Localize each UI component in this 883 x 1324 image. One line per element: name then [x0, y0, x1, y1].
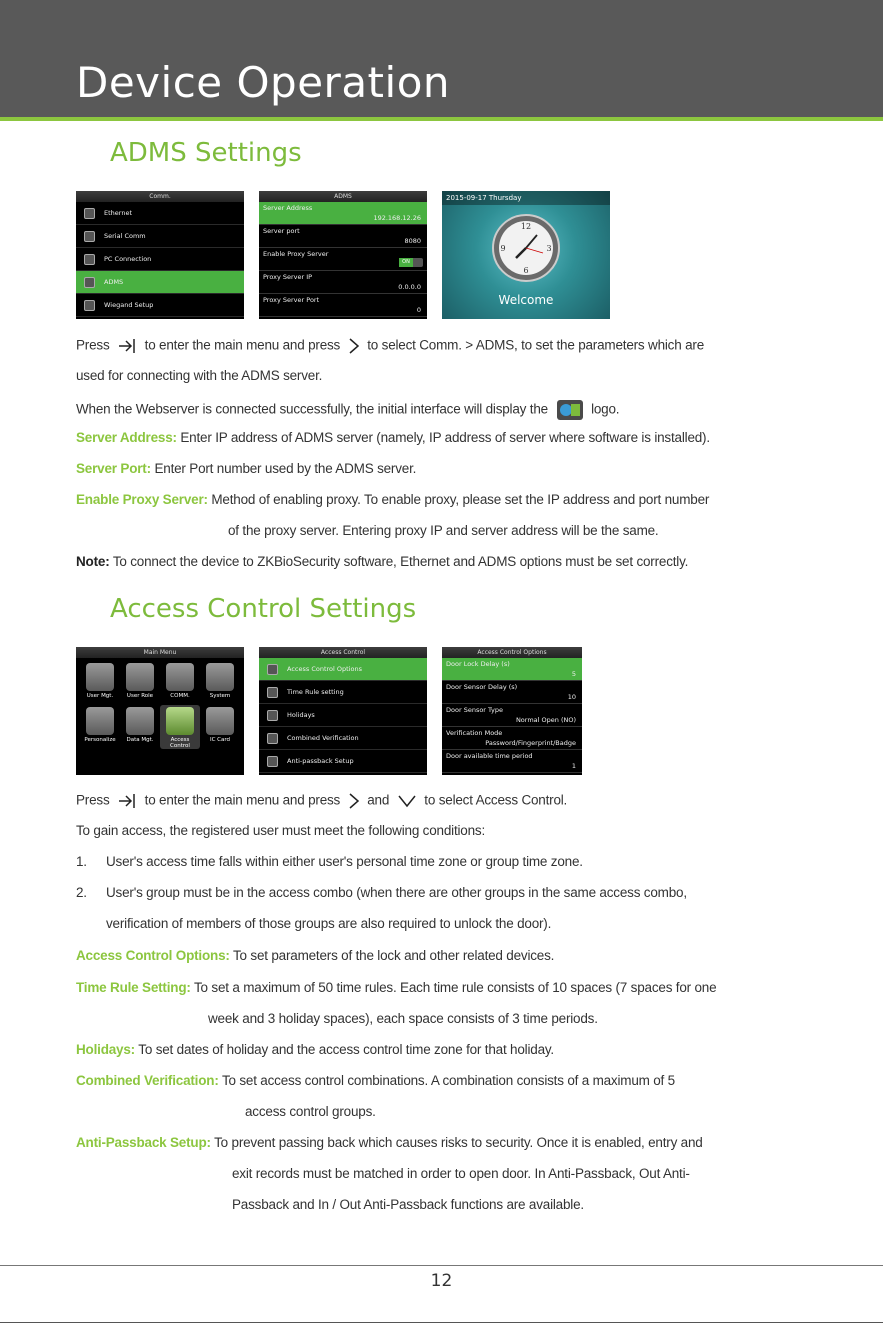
ethernet-icon — [84, 208, 95, 219]
list-number: 1. — [76, 854, 87, 869]
menu-item — [259, 681, 427, 704]
setting-value: 8080 — [404, 237, 421, 245]
comm-menu-screen — [76, 191, 244, 319]
holidays-text: To set dates of holiday and the access control time zone for that holiday. — [138, 1042, 554, 1057]
aps-line2: exit records must be matched in order to open door. In Anti-Passback, Out Anti- — [232, 1166, 690, 1181]
menu-item-label: Wiegand Setup — [104, 301, 154, 309]
menu-item-label: Ethernet — [104, 209, 132, 217]
data-mgt-icon — [126, 707, 154, 735]
options-icon — [267, 664, 278, 675]
proxy-line1 — [76, 492, 709, 507]
menu-item — [76, 294, 244, 317]
menu-tile — [200, 705, 240, 749]
screen-title: ADMS — [259, 191, 427, 202]
trs-label: Time Rule Setting: — [76, 980, 191, 995]
menu-item-label: PC Connection — [104, 255, 152, 263]
setting-row — [442, 704, 582, 727]
page-number: 12 — [430, 1271, 453, 1291]
adms-instruction-line1 — [76, 337, 704, 355]
menu-tile — [80, 705, 120, 749]
server-address-text: Enter IP address of ADMS server (namely, IP address of server where software is installed). — [180, 430, 710, 445]
clock-icon — [491, 213, 561, 283]
setting-value: Password/Fingerprint/Badge — [485, 739, 576, 747]
server-port-text: Enter Port number used by the ADMS server. — [154, 461, 417, 476]
wiegand-icon — [84, 300, 95, 311]
setting-row — [259, 271, 427, 294]
tile-label: COMM. — [170, 693, 190, 699]
screen-title: Access Control — [259, 647, 427, 658]
setting-label: Door available time period — [446, 752, 533, 760]
setting-value: 1 — [571, 762, 576, 770]
conditions-intro: To gain access, the registered user must meet the following conditions: — [76, 823, 486, 838]
setting-value: 10 — [567, 693, 576, 701]
screen-title: Main Menu — [76, 647, 244, 658]
setting-label: Enable Proxy Server — [263, 250, 329, 258]
tile-label: Data Mgt. — [126, 737, 154, 743]
aps-label: Anti-Passback Setup: — [76, 1135, 211, 1150]
main-menu-screen — [76, 647, 244, 775]
access-section-title: Access Control Settings — [110, 594, 417, 624]
menu-item-selected — [76, 271, 244, 294]
menu-item — [76, 225, 244, 248]
condition-text-2b: verification of members of those groups are also required to unlock the door). — [106, 916, 552, 931]
webserver-text: logo. — [591, 401, 620, 417]
condition-item-2 — [76, 885, 87, 900]
chevron-right-icon — [348, 337, 360, 355]
press-text: Press — [76, 337, 110, 353]
setting-label: Verification Mode — [446, 729, 503, 737]
tile-label: User Role — [126, 693, 154, 699]
svg-text:6: 6 — [523, 266, 529, 275]
menu-item-label: Combined Verification — [287, 734, 359, 742]
datetime-label: 2015-09-17 Thursday — [446, 194, 522, 202]
menu-tile-selected — [160, 705, 200, 749]
aps-line3: Passback and In / Out Anti-Passback functions are available. — [232, 1197, 584, 1212]
system-gear-icon — [206, 663, 234, 691]
setting-row — [442, 727, 582, 750]
cv-label: Combined Verification: — [76, 1073, 219, 1088]
access-control-screen — [259, 647, 427, 775]
menu-item-label: Anti-passback Setup — [287, 757, 354, 765]
chevron-down-icon — [397, 794, 417, 808]
menu-item — [76, 248, 244, 271]
menu-item — [259, 704, 427, 727]
setting-row — [259, 294, 427, 317]
server-port-label: Server Port: — [76, 461, 151, 476]
instruction-text: to enter the main menu and press — [144, 792, 341, 808]
press-text: Press — [76, 792, 110, 808]
cv-line1 — [76, 1073, 675, 1088]
access-control-icon — [166, 707, 194, 735]
webserver-text: When the Webserver is connected successfully, the initial interface will display the — [76, 401, 548, 417]
aco-label: Access Control Options: — [76, 948, 230, 963]
setting-row — [259, 248, 427, 271]
personalize-icon — [86, 707, 114, 735]
access-control-options-screen — [442, 647, 582, 775]
adms-instruction-line2: used for connecting with the ADMS server. — [76, 368, 323, 383]
setting-row — [442, 750, 582, 773]
tile-label: System — [209, 693, 231, 699]
menu-tile — [120, 705, 160, 749]
aco-text: To set parameters of the lock and other related devices. — [232, 948, 555, 963]
setting-label: Proxy Server Port — [263, 296, 320, 304]
menu-item-label: Access Control Options — [287, 665, 362, 673]
adms-logo-icon — [556, 399, 584, 421]
note-text: To connect the device to ZKBioSecurity software, Ethernet and ADMS options must be set correctly. — [112, 554, 689, 569]
note-label: Note: — [76, 554, 110, 569]
menu-tile — [160, 661, 200, 699]
svg-text:9: 9 — [500, 244, 506, 253]
setting-row — [259, 225, 427, 248]
footer-rule-bottom — [0, 1322, 883, 1323]
setting-label: Door Lock Delay (s) — [446, 660, 510, 668]
screen-title: Comm. — [76, 191, 244, 202]
menu-item — [76, 202, 244, 225]
cv-line2: access control groups. — [245, 1104, 376, 1119]
user-role-icon — [126, 663, 154, 691]
list-number: 2. — [76, 885, 87, 900]
trs-line2: week and 3 holiday spaces), each space consists of 3 time periods. — [208, 1011, 598, 1026]
setting-label: Door Sensor Type — [446, 706, 503, 714]
note-line — [76, 554, 688, 569]
proxy-label: Enable Proxy Server: — [76, 492, 208, 507]
trs-line1 — [76, 980, 716, 995]
aps-line1 — [76, 1135, 703, 1150]
tile-label: IC Card — [209, 737, 231, 743]
menu-item-selected — [259, 658, 427, 681]
holidays-label: Holidays: — [76, 1042, 135, 1057]
aps-text: To prevent passing back which causes risks to security. Once it is enabled, entry and — [214, 1135, 703, 1150]
menu-item — [259, 727, 427, 750]
proxy-toggle — [399, 258, 423, 267]
setting-value: 5 — [571, 670, 576, 678]
svg-text:12: 12 — [520, 222, 532, 231]
setting-value: 0 — [416, 306, 421, 314]
instruction-text: and — [367, 792, 390, 808]
menu-item-label: Holidays — [287, 711, 315, 719]
holidays-icon — [267, 710, 278, 721]
condition-text-2a: User's group must be in the access combo (when there are other groups in the same access combo, — [106, 885, 687, 900]
ic-card-icon — [206, 707, 234, 735]
menu-tile — [200, 661, 240, 699]
adms-webserver-line — [76, 399, 619, 421]
access-instruction-line — [76, 792, 567, 810]
instruction-text: to select Access Control. — [424, 792, 568, 808]
setting-value: Normal Open (NO) — [515, 716, 576, 724]
cv-text: To set access control combinations. A combination consists of a maximum of 5 — [221, 1073, 675, 1088]
setting-label: Proxy Server IP — [263, 273, 313, 281]
menu-item-label: Serial Comm — [104, 232, 146, 240]
welcome-text: Welcome — [498, 293, 554, 307]
condition-item-1 — [76, 854, 87, 869]
menu-item-label: ADMS — [104, 278, 124, 286]
setting-label: Server port — [263, 227, 300, 235]
setting-label: Server Address — [263, 204, 313, 212]
footer-rule — [0, 1265, 883, 1266]
toggle-label: ON — [399, 258, 413, 267]
menu-tile — [120, 661, 160, 699]
setting-row — [442, 681, 582, 704]
combined-verification-icon — [267, 733, 278, 744]
instruction-text: to enter the main menu and press — [144, 337, 341, 353]
time-rule-icon — [267, 687, 278, 698]
setting-value: 192.168.12.26 — [373, 214, 421, 222]
pc-connection-icon — [84, 254, 95, 265]
enter-arrow-icon — [117, 792, 137, 810]
server-address-line — [76, 430, 710, 445]
screen-title: Access Control Options — [442, 647, 582, 658]
page-header — [0, 0, 883, 117]
adms-icon — [84, 277, 95, 288]
tile-label: User Mgt. — [86, 693, 114, 699]
welcome-screen — [442, 191, 610, 319]
status-bar — [442, 191, 610, 205]
server-port-line — [76, 461, 416, 476]
setting-label: Door Sensor Delay (s) — [446, 683, 518, 691]
menu-tile — [80, 661, 120, 699]
instruction-text: to select Comm. > ADMS, to set the parameters which are — [367, 337, 704, 353]
user-mgt-icon — [86, 663, 114, 691]
chevron-right-icon — [348, 792, 360, 810]
comm-icon — [166, 663, 194, 691]
condition-text-1: User's access time falls within either user's personal time zone or group time zone. — [106, 854, 583, 869]
main-menu-grid — [80, 661, 240, 749]
page-title: Device Operation — [76, 58, 451, 107]
header-accent-rule — [0, 117, 883, 121]
proxy-text: Method of enabling proxy. To enable proxy, please set the IP address and port number — [211, 492, 710, 507]
menu-item-label: Time Rule setting — [287, 688, 344, 696]
menu-item — [259, 750, 427, 773]
tile-label: Access Control — [170, 737, 190, 749]
anti-passback-icon — [267, 756, 278, 767]
proxy-line2: of the proxy server. Entering proxy IP and server address will be the same. — [228, 523, 659, 538]
enter-arrow-icon — [117, 337, 137, 355]
svg-text:3: 3 — [546, 244, 552, 253]
adms-section-title: ADMS Settings — [110, 138, 302, 168]
server-address-label: Server Address: — [76, 430, 177, 445]
serial-comm-icon — [84, 231, 95, 242]
setting-value: 0.0.0.0 — [398, 283, 421, 291]
adms-settings-screen — [259, 191, 427, 319]
trs-text: To set a maximum of 50 time rules. Each time rule consists of 10 spaces (7 spaces for one — [193, 980, 717, 995]
setting-row — [442, 658, 582, 681]
tile-label: Personalize — [84, 737, 116, 743]
holidays-line — [76, 1042, 554, 1057]
aco-line — [76, 948, 554, 963]
setting-row — [259, 202, 427, 225]
